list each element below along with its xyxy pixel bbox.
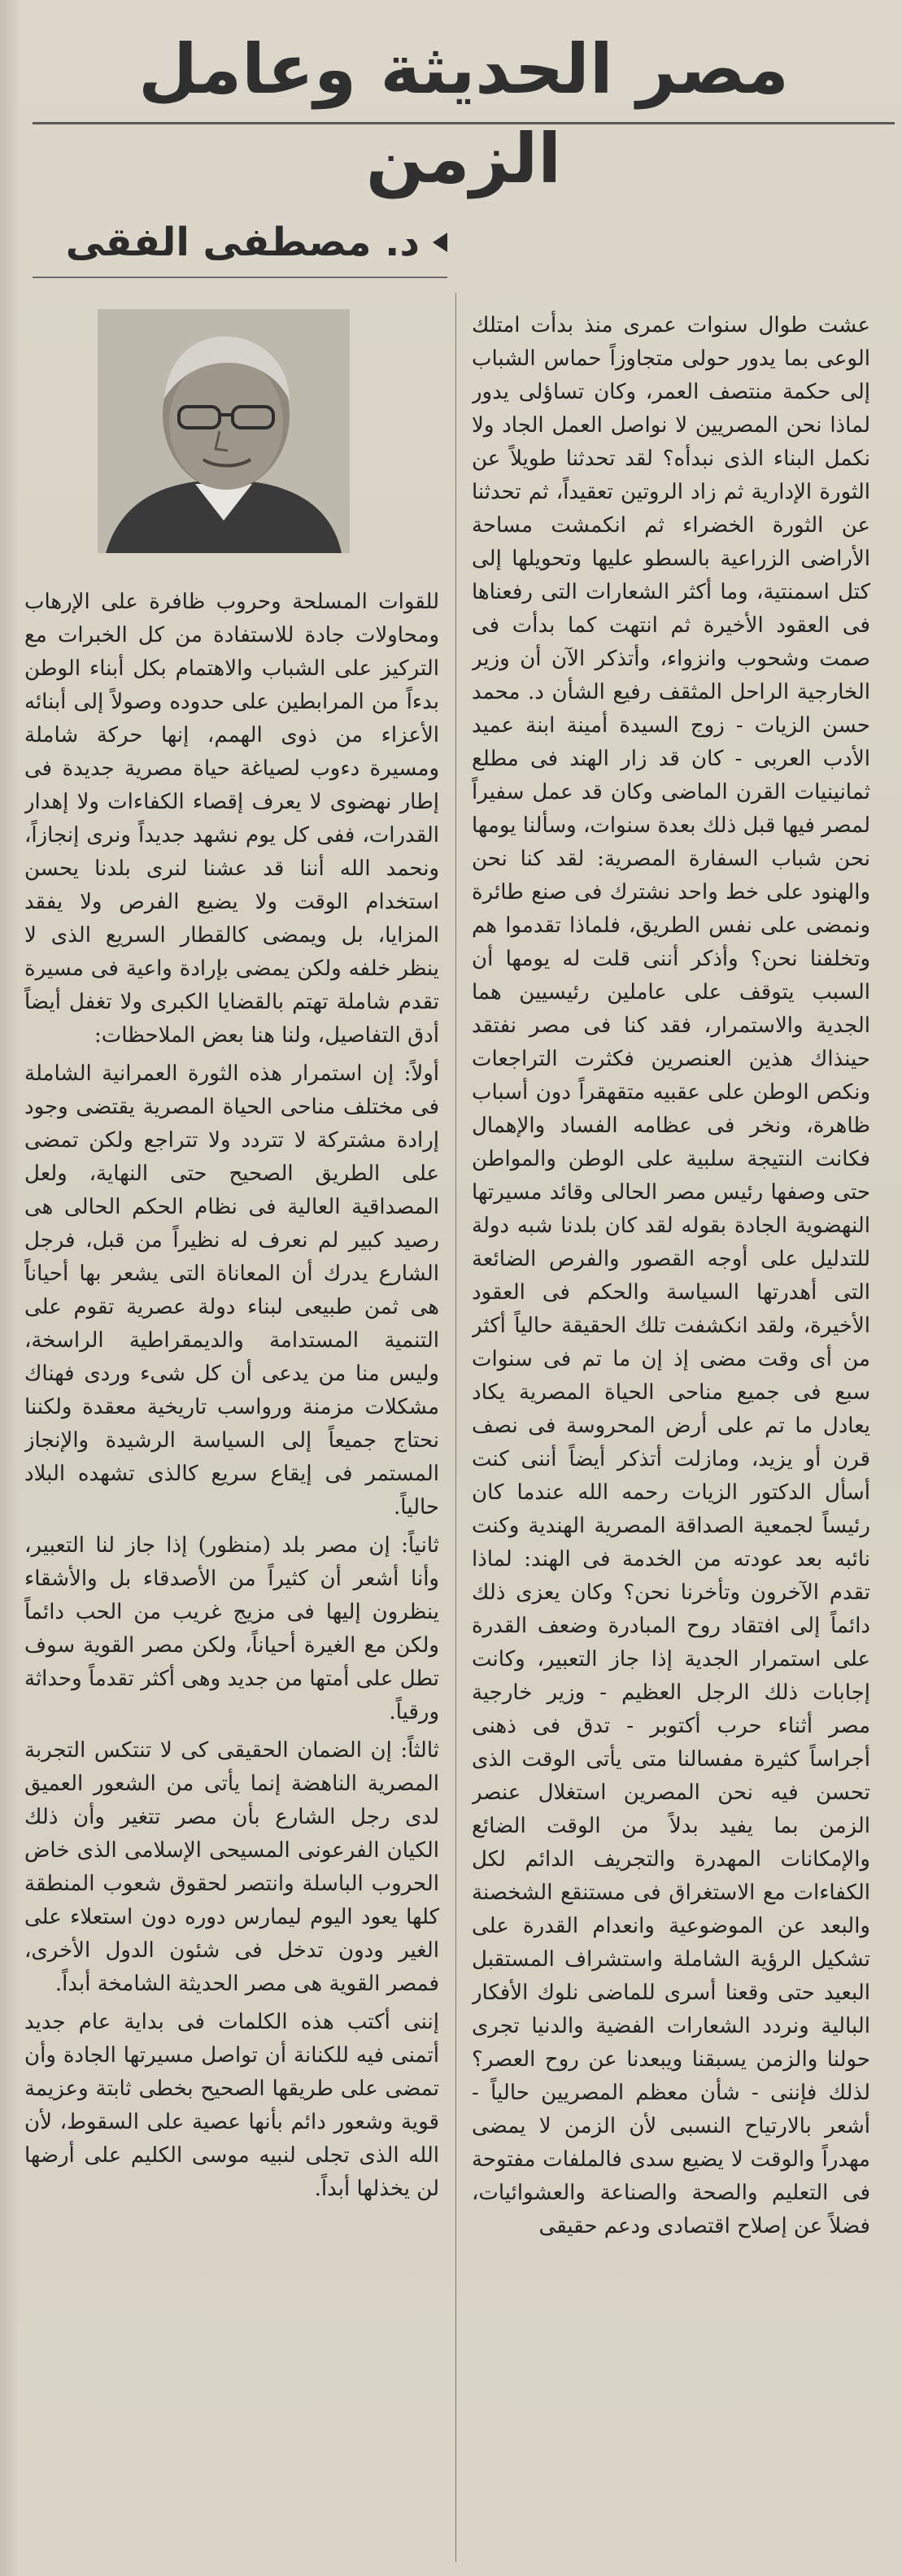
article-column-left: [24, 586, 439, 2562]
title-bar: [33, 16, 895, 198]
paragraph: ثانياً: إن مصر بلد (منظور) إذا جاز لنا التعبير، وأنا أشعر أن كثيراً من الأصدقاء بل والأشقاء ينظرون إليها فى مزيج غريب من الحب دائماً ولكن مع الغيرة أحياناً، ولكن مصر القوية سوف تطل على أمتها من جديد وهى أكثر تقدماً وحداثة ورقياً.: [24, 1533, 439, 1724]
article-column-right: [472, 309, 870, 2562]
column-divider: [455, 293, 456, 2562]
byline-marker-icon: [433, 233, 447, 252]
paragraph: للقوات المسلحة وحروب ظافرة على الإرهاب ومحاولات جادة للاستفادة من كل الخبرات مع التركيز على الشباب والاهتمام بكل أبناء الوطن بدءاً من المرابطين على حدوده وصولاً إلى أبنائه الأعزاء من ذوى الهمم، إنها حركة شاملة ومسيرة دءوب لصياغة حياة مصرية جديدة فى إطار نهضوى لا يعرف إقصاء الكفاءات ولا إهدار القدرات، ففى كل يوم نشهد جديداً ونرى إنجازاً، ونحمد الله أننا قد عشنا لنرى بلدنا يحسن استخدام الوقت ولا يضيع الفرص ولا يفقد المزايا، بل ويمضى كالقطار السريع الذى لا ينظر خلفه ولكن يمضى بإرادة واعية فى مسيرة تقدم شاملة تهتم بالقضايا الكبرى ولا تغفل أيضاً أدق التفاصيل، ولنا هنا بعض الملاحظات:: [24, 590, 439, 1048]
paragraph: أولاً: إن استمرار هذه الثورة العمرانية الشاملة فى مختلف مناحى الحياة المصرية يقتضى وجود إرادة مشتركة لا تتردد ولا تتراجع ولكن تمضى على الطريق الصحيح حتى النهاية، ولعل المصداقية العالية فى نظام الحكم الحالى هى رصيد كبير لم نعرف له نظيراً من قبل، فرجل الشارع يدرك أن المعاناة التى يشعر بها أحياناً هى ثمن طبيعى لبناء دولة عصرية تقوم على التنمية المستدامة والديمقراطية الراسخة، وليس منا من يدعى أن كل شىء وردى فهناك مشكلات مزمنة ورواسب تاريخية معقدة ولكننا نحتاج جميعاً إلى السياسة الرشيدة والإنجاز المستمر فى إيقاع سريع كالذى تشهده البلاد حالياً.: [24, 1061, 439, 1519]
paragraph: ثالثاً: إن الضمان الحقيقى كى لا تنتكس التجربة المصرية الناهضة إنما يأتى من الشعور العميق لدى رجل الشارع بأن مصر تتغير وأن ذلك الكيان الفرعونى المسيحى الإسلامى الذى خاض الحروب الباسلة وانتصر لحقوق شعوب المنطقة كلها يعود اليوم ليمارس دوره دون استعلاء على الغير ودون تدخل فى شئون الدول الأخرى، فمصر القوية هى مصر الحديثة الشامخة أبداً.: [24, 1738, 439, 1996]
page-edge: [0, 0, 18, 2576]
paragraph: عشت طوال سنوات عمرى منذ بدأت امتلك الوعى بما يدور حولى متجاوزاً حماس الشباب إلى حكمة منتصف العمر، وكان تساؤلى يدور لماذا نحن المصريين لا نواصل العمل الجاد ولا نكمل البناء الذى نبدأه؟ لقد تحدثنا طويلاً عن الثورة الإدارية ثم زاد الروتين تعقيداً، ثم تحدثنا عن الثورة الخضراء ثم انكمشت مساحة الأراضى الزراعية بالسطو عليها وتحويلها إلى كتل اسمنتية، وما أكثر الشعارات التى رفعناها فى العقود الأخيرة ثم انتهت كما بدأت فى صمت وشحوب وانزواء، وأتذكر الآن أن وزير الخارجية الراحل المثقف رفيع الشأن د. محمد حسن الزيات - زوج السيدة أمينة ابنة عميد الأدب العربى - كان قد زار الهند فى مطلع ثمانينيات القرن الماضى وكان قد عمل سفيراً لمصر فيها قبل ذلك بعدة سنوات، وسألنا يومها نحن شباب السفارة المصرية: لقد كنا نحن والهنود على خط واحد نشترك فى صنع طائرة ونمضى على نفس الطريق، فلماذا تقدموا هم وتخلفنا نحن؟ وأذكر أننى قلت له يومها أن السبب يتوقف على عاملين رئيسيين هما الجدية والاستمرار، فقد كنا فى مصر نفتقد حينذاك هذين العنصرين فكثرت التراجعات ونكص الوطن على عقبيه متقهقراً دون أسباب ظاهرة، ونخر فى عظامه الفساد والإهمال فكانت النتيجة سلبية على الوطن والمواطن حتى وصفها رئيس مصر الحالى وقائد مسيرتها النهضوية الجادة بقوله لقد كان بلدنا شبه دولة للتدليل على أوجه القصور والفرص الضائعة التى أهدرتها السياسة والحكم فى العقود الأخيرة، ولقد انكشفت تلك الحقيقة حالياً أكثر من أى وقت مضى إذ إن ما تم فى سنوات سبع فى جميع مناحى الحياة المصرية يكاد يعادل ما تم على أرض المحروسة فى نصف قرن أو يزيد، ومازلت أتذكر أيضاً أننى كنت أسأل الدكتور الزيات رحمه الله عندما كان رئيساً لجمعية الصداقة المصرية الهندية وكنت نائبه بعد عودته من الخدمة فى الهند: لماذا تقدم الآخرون وتأخرنا نحن؟ وكان يعزى ذلك دائماً إلى افتقاد روح المبادرة وضعف القدرة على استمرار الجدية إذا جاز التعبير، وكانت إجابات ذلك الرجل العظيم - وزير خارجية مصر أثناء حرب أكتوبر - تدق فى ذهنى أجراساً كثيرة مفسالنا متى يأتى الوقت الذى تحسن فيه نحن المصرين استغلال عنصر الزمن بما يفيد بدلاً من الوقت الضائع والإمكانات المهدرة والتجريف الدائم لكل الكفاءات مع الاستغراق فى مستنقع الشخصنة والبعد عن الموضوعية وانعدام القدرة على تشكيل الرؤية الشاملة واستشراف المستقبل البعيد حتى وقعنا أسرى للماضى نلوك الأفكار البالية ونردد الشعارات الفضية والدنيا تجرى حولنا والزمن يسبقنا ويبعدنا عن روح العصر؟ لذلك فإننى - شأن معظم المصريين حالياً - أشعر بالارتياح النسبى لأن الزمن لا يمضى مهدراً والوقت لا يضيع سدى فالملفات مفتوحة فى التعليم والصحة والصناعة والعشوائيات، فضلاً عن إصلاح اقتصادى ودعم حقيقى: [472, 313, 870, 2238]
author-name: د. مصطفى الفقى: [65, 220, 420, 265]
article-title: مصر الحديثة وعامل الزمن: [138, 29, 789, 198]
paragraph: إننى أكتب هذه الكلمات فى بداية عام جديد أتمنى فيه للكنانة أن تواصل مسيرتها الجادة وأن تمضى على طريقها الصحيح بخطى ثابتة وعزيمة قوية وشعور دائم بأنها عصية على السقوط، لأن الله الذى تجلى لنبيه موسى الكليم على أرضها لن يخذلها أبداً.: [24, 2010, 439, 2201]
author-portrait-icon: [98, 309, 350, 553]
byline: [33, 211, 447, 278]
author-photo: [98, 309, 350, 553]
